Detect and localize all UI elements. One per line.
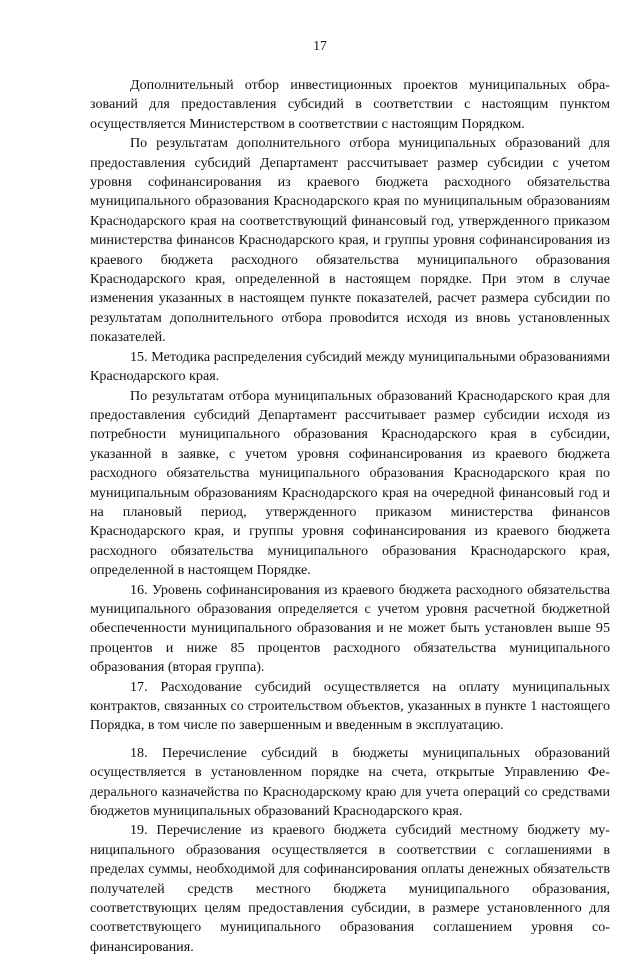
paragraph-item-17: 17. Расходование субсидий осуществляется на оплату муниципальных контрактов, связанных со строительством объектов, указанных в пункте 1 настоящего Порядка, в том числе по завершенным и введенным в эксплуатацию.: [90, 678, 610, 734]
document-body: [90, 76, 610, 957]
paragraph-item-19: 19. Перечисление из краевого бюджета субсидий местному бюджету муниципального образования осуществляется в соответствии с соглашениями в пределах суммы, необходимой для софинансирования оплаты денежных обязательств получателей средств местного бюджета муниципального образования, соответствующих целям предоставления субсидии, в размере установленного для соответствующего муниципального образования соглашением уровня софинансирования.: [90, 822, 610, 955]
paragraph-subsidy-calculation: По результатам отбора муниципальных образований Краснодарского края для предоставления субсидий Департамент рассчитывает размер субсидии исходя из потребности муниципального образования Краснодарского края в субсидии, указанной в заявке, с учетом уровня софинансирования из краевого бюджета расходного обязательства муниципального образования Краснодарского края по муниципальным образованиям Краснодарского края на очередной финансовый год и на плановый период, утвержденного приказом министерства финансов Краснодарского края, и группы уровня софинансирования из краевого бюджета расходного обязательства муниципального образования Краснодарского края, определенной в настоящем Порядке.: [90, 387, 610, 579]
paragraph-additional-selection: Дополнительный отбор инвестиционных проектов муниципальных образований для предоставления субсидий в соответствии с настоящим пунктом осуществляется Министерством в соответствии с настоящим Порядком.: [90, 77, 610, 132]
paragraph-item-18: 18. Перечисление субсидий в бюджеты муниципальных образований осуществляется в установленном порядке на счета, открытые Управлению Федерального казначейства по Краснодарскому краю для учета операций со средствами бюджетов муниципальных образований Краснодарского края.: [90, 744, 610, 820]
paragraph-item-15: 15. Методика распределения субсидий между муниципальными образованиями Краснодарского края.: [90, 348, 610, 385]
page-number: 17: [313, 38, 327, 53]
paragraph-item-16: 16. Уровень софинансирования из краевого бюджета расходного обязательства муниципального образования определяется с учетом уровня расчетной бюджетной обеспеченности муниципального образования и не может быть установлен выше 95 процентов и ниже 85 процентов расходного обязательства муниципального образования (вторая группа).: [90, 581, 610, 676]
paragraph-subsidy-calculation-additional: По результатам дополнительного отбора муниципальных образований для предоставления субсидий Департамент рассчитывает размер субсидии с учетом уровня софинансирования из краевого бюджета расходного обязательства муниципального образования Краснодарского края по муниципальным образованиям Краснодарского края на соответствующий финансовый год, утвержденного приказом министерства финансов Краснодарского края, и группы уровня софинансирования из краевого бюджета расходного обязательства муниципального образования Краснодарского края, определенной в настоящем порядке. При этом в случае изменения указанных в настоящем пункте показателей, расчет размера субсидии по результатам дополнительного отбора провоdится исходя из вновь установленных показателей.: [90, 135, 610, 346]
